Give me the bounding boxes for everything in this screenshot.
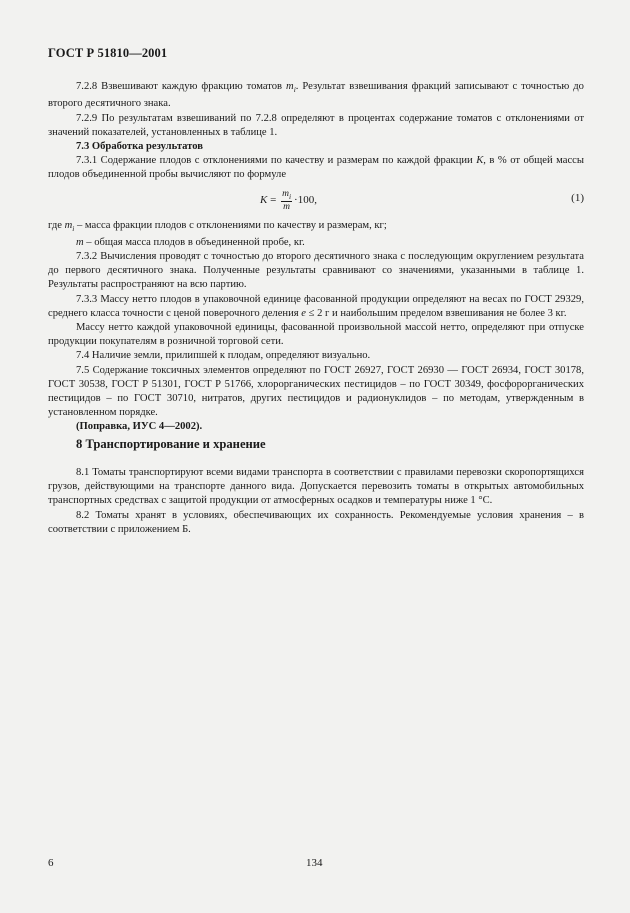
paragraph-7-2-9: 7.2.9 По результатам взвешиваний по 7.2.8 определяют в процентах содержание томатов с отклонениями от значений показателей, установленных в таблице 1. <box>48 112 584 138</box>
paragraph-7-4: 7.4 Наличие земли, прилипшей к плодам, определяют визуально. <box>76 350 371 362</box>
page-number-center: 134 <box>306 857 323 869</box>
document-header: ГОСТ Р 51810—2001 <box>48 46 168 60</box>
paragraph-7-3-1: 7.3.1 Содержание плодов с отклонениями по качеству и размерам по каждой фракции K, в % от общей массы плодов объединенной пробы вычисляют по формуле <box>48 155 585 181</box>
paragraph-7-2-8: 7.2.8 Взвешивают каждую фракцию томатов $m_i$. Результат взвешивания фракций записывают с точностью до второго десятичного знака. <box>48 81 584 110</box>
section-8-heading: 8 Транспортирование и хранение <box>76 437 266 451</box>
formula-legend-m: m – общая масса плодов в объединенной пробе, кг. <box>76 236 305 248</box>
formula-fraction: $\frac{m_i}{m}$ <box>282 188 292 213</box>
formula-expression: K = $\frac{m_i}{m}$ ·100, <box>260 188 317 213</box>
paragraph-7-3-3: 7.3.3 Массу нетто плодов в упаковочной единице фасованной продукции определяют на весах по ГОСТ 29329, среднего класса точности с ценой поверочного деления e ≤ 2 г и наибольшим пределом взвешивания не более 3 кг. <box>48 293 584 319</box>
section-7-body <box>48 80 584 435</box>
page-number-left: 6 <box>48 857 54 869</box>
formula-number: (1) <box>571 191 584 204</box>
section-8-body <box>48 466 584 537</box>
paragraph-7-3-2: 7.3.2 Вычисления проводят с точностью до второго десятичного знака с последующим округлением результата до первого десятичного знака. Полученные результаты сравнивают со значениями, указанными в таблице 1. Результаты распространяют на всю партию. <box>48 251 584 291</box>
formula-1 <box>48 185 584 219</box>
paragraph-7-5: 7.5 Содержание токсичных элементов определяют по ГОСТ 26927, ГОСТ 26930 — ГОСТ 26934, ГОСТ 30178, ГОСТ 30538, ГОСТ Р 51301, ГОСТ Р 51766, хлорорганических пестицидов – по ГОСТ 30349, фосфорорганических пестицидов – по ГОСТ 30710, нитратов, других пестицидов и радионуклидов – по методам, утвержденным в установленном порядке. <box>48 364 584 419</box>
paragraph-8-2: 8.2 Томаты хранят в условиях, обеспечивающих их сохранность. Рекомендуемые условия хранения – в соответствии с приложением Б. <box>48 509 584 535</box>
amendment-note: (Поправка, ИУС 4—2002). <box>76 421 203 433</box>
paragraph-7-3-3-cont: Массу нетто каждой упаковочной единицы, фасованной произвольной массой нетто, определяют при отпуске продукции покупателям в розничной торговой сети. <box>48 322 584 348</box>
heading-7-3: 7.3 Обработка результатов <box>76 140 203 152</box>
formula-legend-mi: где $m_i$ – масса фракции плодов с отклонениями по качеству и размерам, кг; <box>48 219 387 233</box>
paragraph-8-1: 8.1 Томаты транспортируют всеми видами транспорта в соответствии с правилами перевозки скоропортящихся грузов, действующими на транспорте данного вида. Допускается перевозить томаты в открытых автомобильных транспортных средствах с защитой продукции от атмосферных осадков и температуры ниже 1 °С. <box>48 467 584 507</box>
